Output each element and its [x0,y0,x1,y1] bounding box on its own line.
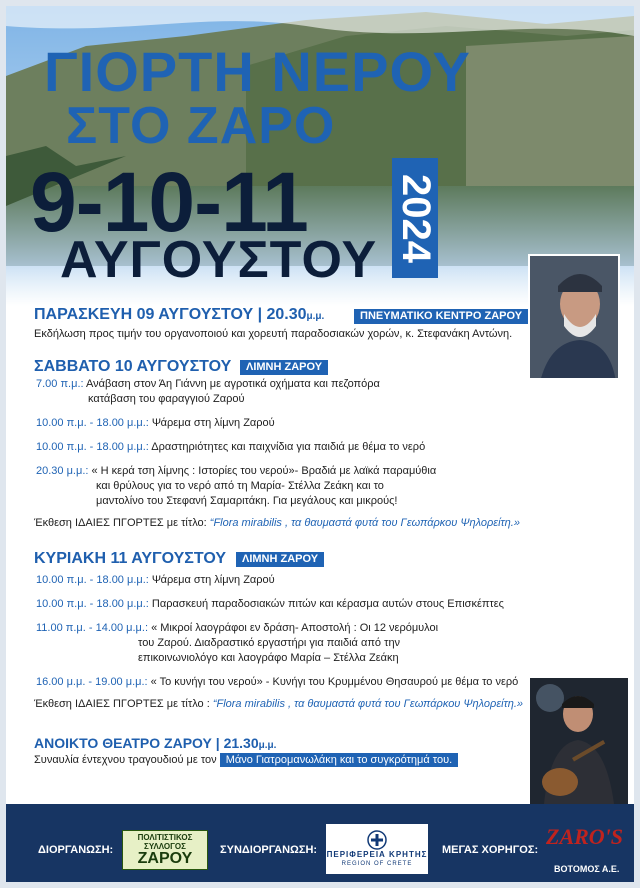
day3-item-2 [36,598,504,611]
day3-item-3-line3: επικοινωνιολόγο και λαογράφο Μαρία – Στέλλα Ζεάκη [138,652,399,664]
item-time: 10.00 π.μ. - 18.00 μ.μ.: [36,441,149,453]
region-crete-logo [326,824,428,874]
organizer-logo-line-2: ΣΥΛΛΟΓΟΣ [144,842,186,851]
item-time: 7.00 π.μ.: [36,378,84,390]
day3-venue-tag: ΛΙΜΝΗ ΖΑΡΟΥ [236,552,324,567]
musician-photo [530,678,628,804]
day1-heading [34,306,324,326]
item-text: Ψάρεμα στη λίμνη Ζαρού [151,574,275,586]
day3-exhibition [34,698,523,711]
theatre-text: Συναυλία έντεχνου τραγουδιού με τον [34,754,220,766]
region-logo-line-2: REGION OF CRETE [341,861,413,867]
organizer-logo-line-1: ΠΟΛΙΤΙΣΤΙΚΟΣ [137,833,193,842]
item-text: « Μικροί λαογράφοι εν δράση- Αποστολή : Οι 12 νερόμυλοι [151,622,439,634]
region-logo-line-1: ΠΕΡΙΦΕΡΕΙΑ ΚΡΗΤΗΣ [326,850,428,859]
title-dates: 9-10-11 [30,155,308,249]
theatre-highlight: Μάνο Γιατρομανωλάκη και το συγκρότημά του. [220,753,458,767]
item-time: 10.00 π.μ. - 18.00 μ.μ.: [36,598,149,610]
item-time: 16.00 μ.μ. - 19.00 μ.μ.: [36,676,148,688]
theatre-heading-suffix: μ.μ. [258,740,277,751]
theatre-description [34,754,458,767]
day1-description: Εκδήλωση προς τιμήν του οργανοποιού και χορευτή παραδοσιακών χορών, κ. Στεφανάκη Αντώνη. [34,328,513,340]
item-time: 10.00 π.μ. - 18.00 μ.μ.: [36,417,149,429]
day2-item-4-line3: μαντολίνο του Στεφανή Σαμαριτάκη. Για μεγάλους και μικρούς! [96,495,398,507]
zaros-logo: ZARO'S [546,824,624,849]
emblem-icon [367,830,387,850]
day3-item-3 [36,622,438,635]
day2-item-3 [36,441,425,454]
day2-item-2 [36,417,275,430]
honoree-photo [528,254,620,380]
year-badge [392,158,438,278]
item-text: Ψάρεμα στη λίμνη Ζαρού [151,417,275,429]
exhibition-prefix: Έκθεση ΙΔΑΙΕΣ ΠΓΟΡΤΕΣ με τίτλο: [34,517,210,529]
day2-item-4-line2: και θρύλους για το νερό από τη Μαρία- Στέλλα Ζεάκη και το [96,480,384,492]
organizer-logo [122,830,208,870]
title-month: ΑΥΓΟΥΣΤΟΥ [60,231,378,289]
day1-heading-suffix: μ.μ. [306,311,325,322]
day2-item-1 [36,378,380,391]
day3-item-1 [36,574,275,587]
item-time: 20.30 μ.μ.: [36,465,89,477]
day2-heading: ΣΑΒΒΑΤΟ 10 ΑΥΓΟΥΣΤΟΥ [34,358,232,375]
day2-item-4 [36,465,436,478]
title-line-1: ΓΙΟΡΤΗ ΝΕΡΟΥ [44,40,471,103]
poster [6,6,634,882]
day1-venue-tag: ΠΝΕΥΜΑΤΙΚΟ ΚΕΝΤΡΟ ΖΑΡΟΥ [354,309,528,324]
item-text: Δραστηριότητες και παιχνίδια για παιδιά με θέμα το νερό [151,441,426,453]
item-text: « Η κερά τση λίμνης : Ιστορίες του νερού»- Βραδιά με λαϊκά παραμύθια [91,465,437,477]
day3-heading: ΚΥΡΙΑΚΗ 11 ΑΥΓΟΥΣΤΟΥ [34,550,227,567]
year-text: 2024 [393,173,438,263]
exhibition-title: “Flora mirabilis , τα θαυμαστά φυτά του Γεωπάρκου Ψηλορείτη.» [209,517,520,529]
sponsor-label: ΜΕΓΑΣ ΧΟΡΗΓΟΣ: [442,844,539,856]
organizer-logo-line-3: ΖΑΡΟΥ [137,850,193,867]
item-time: 10.00 π.μ. - 18.00 μ.μ.: [36,574,149,586]
title-line-2: ΣΤΟ ΖΑΡΟ [66,97,336,155]
theatre-heading-text: ΑΝΟΙΚΤΟ ΘΕΑΤΡΟ ΖΑΡΟΥ | 21.30 [34,735,259,751]
organizer-label: ΔΙΟΡΓΑΝΩΣΗ: [38,844,114,856]
exhibition-title: “Flora mirabilis , τα θαυμαστά φυτά του Γεωπάρκου Ψηλορείτη.» [212,698,524,710]
theatre-heading [34,734,276,755]
day2-venue-tag: ΛΙΜΝΗ ΖΑΡΟΥ [240,360,328,375]
item-time: 11.00 π.μ. - 14.00 μ.μ.: [36,622,149,634]
item-text: Ανάβαση στον Άη Γιάννη με αγροτικά οχήματα και πεζοπόρα [86,378,380,390]
day3-item-3-line2: του Ζαρού. Διαδραστικό εργαστήρι για παιδιά από την [138,637,401,649]
item-text: Παρασκευή παραδοσιακών πιτών και κέρασμα αυτών στους Επισκέπτες [151,598,504,610]
day2-exhibition [34,517,520,530]
item-text: « Το κυνήγι του νερού» - Κυνήγι του Κρυμμένου Θησαυρού με θέμα το νερό [150,676,519,688]
co-organizer-label: ΣΥΝΔΙΟΡΓΑΝΩΣΗ: [220,844,318,856]
day2-item-1-line2: κατάβαση του φαραγγιού Ζαρού [88,393,245,405]
day1-heading-text: ΠΑΡΑΣΚΕΥΗ 09 ΑΥΓΟΥΣΤΟΥ | 20.30 [34,306,307,323]
day3-item-4 [36,676,518,689]
exhibition-prefix: Έκθεση ΙΔΑΙΕΣ ΠΓΟΡΤΕΣ με τίτλο : [34,698,213,710]
footer [6,804,634,882]
sponsor-name: ΒΟΤΟΜΟΣ Α.Ε. [554,864,620,874]
